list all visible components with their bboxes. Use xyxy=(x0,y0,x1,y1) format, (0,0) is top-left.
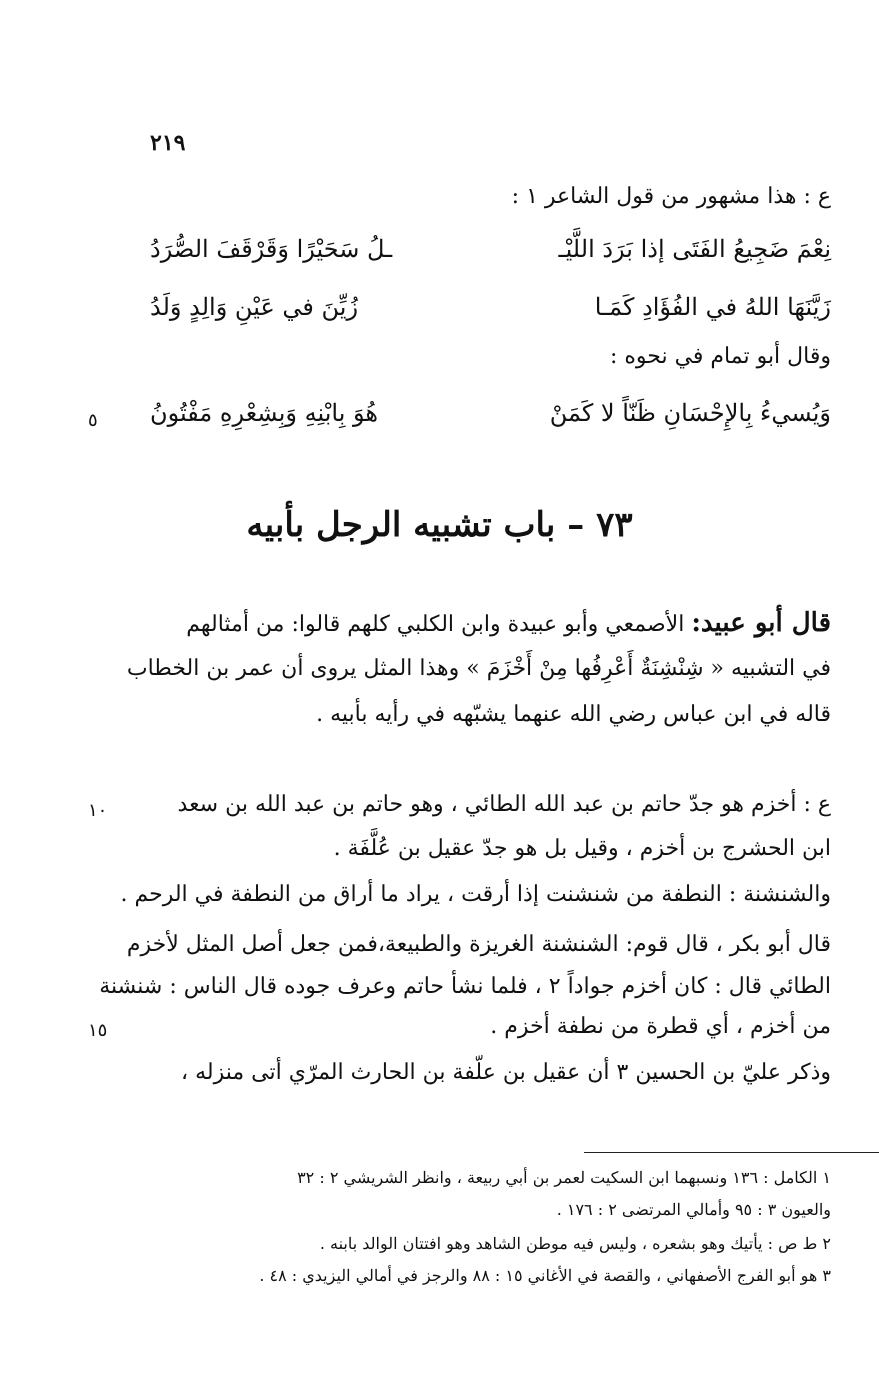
verse1-first-hemistich: نِعْمَ ضَجِيعُ الفَتَى إذا بَرَدَ اللَّيْـ xyxy=(558,235,831,263)
margin-line-number-10: ١٠ xyxy=(88,800,108,821)
paragraph-4-line-1: قال أبو بكر ، قال قوم: الشنشنة الغريزة والطبيعة،فمن جعل أصل المثل لأخزم xyxy=(126,932,831,957)
footnote-1-line-2: والعيون ٣ : ٩٥ وأمالي المرتضى ٢ : ١٧٦ . xyxy=(556,1200,831,1219)
abu-tammam-intro: وقال أبو تمام في نحوه : xyxy=(609,344,831,369)
paragraph-1-lead: قال أبو عبيد: xyxy=(691,608,831,638)
page-number: ٢١٩ xyxy=(150,130,186,156)
footnote-1-line-1: ١ الكامل : ١٣٦ ونسبهما ابن السكيت لعمر بن أبي ربيعة ، وانظر الشريشي ٢ : ٣٢ xyxy=(297,1168,831,1187)
paragraph-1-text: الأصمعي وأبو عبيدة وابن الكلبي كلهم قالوا: من أمثالهم xyxy=(186,612,685,637)
paragraph-1-line-2: في التشبيه « شِنْشِنَةٌ أَعْرِفُها مِنْ أَخْزَمَ » وهذا المثل يروى أن عمر بن الخطاب xyxy=(126,656,831,681)
intro-line: ع : هذا مشهور من قول الشاعر ١ : xyxy=(511,184,831,209)
verse1-second-hemistich: ـلُ سَحَيْرًا وَقَرْقَفَ الصُّرَدُ xyxy=(150,235,393,263)
paragraph-1-line-3: قاله في ابن عباس رضي الله عنهما يشبّهه في رأيه بأبيه . xyxy=(316,702,831,727)
footnote-divider xyxy=(584,1152,879,1153)
verse3-first-hemistich: وَيُسيءُ بِالإِحْسَانِ ظَنّاً لا كَمَنْ xyxy=(549,399,831,427)
margin-line-number-5: ٥ xyxy=(88,410,98,431)
footnote-2: ٢ ط ص : يأتيك وهو بشعره ، وليس فيه موطن الشاهد وهو افتتان الوالد بابنه . xyxy=(319,1234,831,1253)
paragraph-2-line-2: ابن الحشرج بن أخزم ، وقيل بل هو جدّ عقيل بن عُلَّفَة . xyxy=(333,836,831,861)
paragraph-4-line-3: من أخزم ، أي قطرة من نطفة أخزم . xyxy=(490,1014,831,1039)
chapter-heading: ٧٣ – باب تشبيه الرجل بأبيه xyxy=(246,505,633,545)
verse3-second-hemistich: هُوَ بِابْنِهِ وَبِشِعْرِهِ مَفْتُونُ xyxy=(150,399,379,427)
margin-line-number-15: ١٥ xyxy=(88,1020,108,1041)
paragraph-3-line-1: والشنشنة : النطفة من شنشنت إذا أرقت ، يراد ما أراق من النطفة في الرحم . xyxy=(120,882,831,907)
footnote-3: ٣ هو أبو الفرج الأصفهاني ، والقصة في الأغاني ١٥ : ٨٨ والرجز في أمالي اليزيدي : ٤٨ . xyxy=(259,1266,831,1285)
paragraph-2-line-1: ع : أخزم هو جدّ حاتم بن عبد الله الطائي ، وهو حاتم بن عبد الله بن سعد xyxy=(177,792,831,817)
paragraph-5-line-1: وذكر عليّ بن الحسين ٣ أن عقيل بن علّفة بن الحارث المرّي أتى منزله ، xyxy=(181,1060,831,1085)
paragraph-4-line-2: الطائي قال : كان أخزم جواداً ٢ ، فلما نشأ حاتم وعرف جوده قال الناس : شنشنة xyxy=(99,974,831,999)
paragraph-1-line-1 xyxy=(141,608,831,640)
verse2-second-hemistich: زُيِّنَ في عَيْنِ وَالِدٍ وَلَدُ xyxy=(150,293,359,321)
verse2-first-hemistich: زَيَّنَهَا اللهُ في الفُؤَادِ كَمَـا xyxy=(594,293,831,321)
